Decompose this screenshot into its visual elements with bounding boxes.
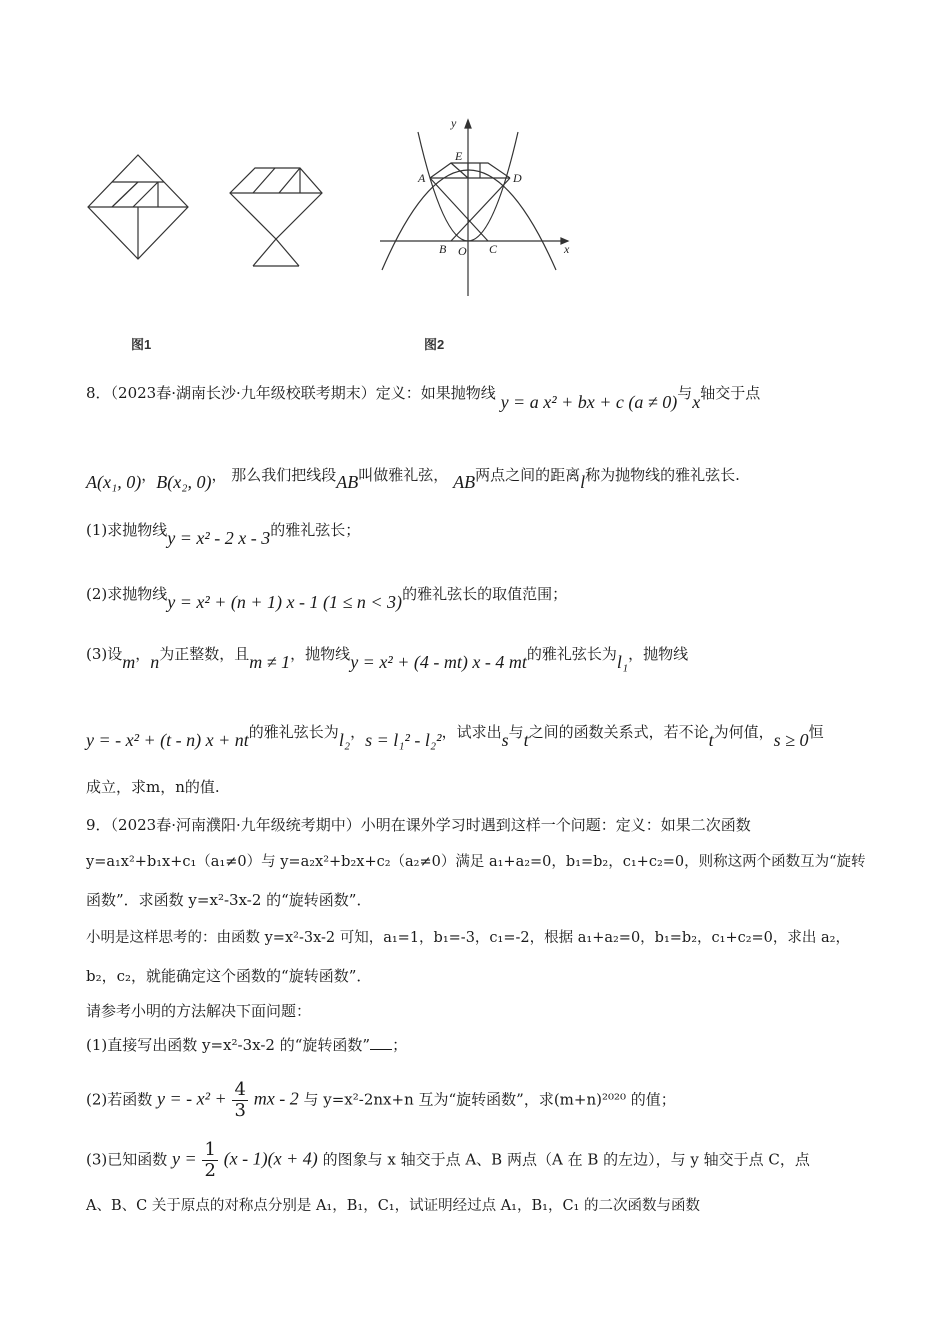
label-y: y <box>451 116 457 130</box>
label-x: x <box>564 242 570 256</box>
label-D: D <box>513 171 522 185</box>
q8-sub1: (1)求抛物线y = x² - 2 x - 3的雅礼弦长； <box>86 521 361 548</box>
q8-sub3-line3: 成立，求m，n的值. <box>86 778 220 796</box>
q9-line1: 9．（2023春·河南濮阳·九年级统考期中）小明在课外学习时遇到这样一个问题：定义：如果二次函数 <box>86 816 751 834</box>
q9-line4: 小明是这样思考的：由函数 y=x²-3x-2 可知，a₁=1，b₁=-3，c₁=-2，根据 a₁+a₂=0，b₁=b₂，c₁+c₂=0，求出 a₂， <box>86 930 850 946</box>
figure-1-vase <box>225 155 330 270</box>
q8-sub3-line2: y = - x² + (t - n) x + nt的雅礼弦长为l₂，s = l₁² - l₂²，试求出s与t之间的函数关系式，若不论t为何值，s ≥ 0恒 <box>86 723 824 750</box>
figure-2-graph <box>375 110 580 300</box>
fig2-caption: 图2 <box>424 337 445 352</box>
q9-line5: b₂，c₂，就能确定这个函数的“旋转函数”． <box>86 967 372 985</box>
q8-sub2: (2)求抛物线y = x² + (n + 1) x - 1 (1 ≤ n < 3)的雅礼弦长的取值范围； <box>86 585 568 612</box>
fraction-1-2: $\frac{1}{2}$ <box>204 1139 216 1181</box>
label-A: A <box>418 171 426 185</box>
q9-line6: 请参考小明的方法解决下面问题： <box>86 1002 312 1020</box>
fraction-4-3: $\frac{4}{3}$ <box>234 1079 246 1121</box>
fig1-caption: 图1 <box>131 337 152 352</box>
q9-sub3: (3)已知函数 y = $\frac{1}{2}$ (x - 1)(x + 4) 的图象与 x 轴交于点 A、B 两点（A 在 B 的左边），与 y 轴交于点 C，点 <box>86 1139 810 1181</box>
label-O: O <box>458 244 467 258</box>
q9-sub3-line2: A、B、C 关于原点的对称点分别是 A₁，B₁，C₁，试证明经过点 A₁，B₁，C₁ 的二次函数与函数 <box>86 1198 700 1214</box>
label-C: C <box>489 242 498 256</box>
q9-sub1: (1)直接写出函数 y=x²-3x-2 的“旋转函数” ； <box>86 1036 408 1054</box>
q8-sub3: (3)设m，n为正整数，且m ≠ 1，抛物线y = x² + (4 - mt) x - 4 mt的雅礼弦长为l₁，抛物线 <box>86 645 689 672</box>
q9-line3: 函数”．求函数 y=x²-3x-2 的“旋转函数”． <box>86 891 372 909</box>
figure-1 <box>80 148 195 273</box>
q9-line2: y=a₁x²+b₁x+c₁（a₁≠0）与 y=a₂x²+b₂x+c₂（a₂≠0）满足 a₁+a₂=0，b₁=b₂，c₁+c₂=0，则称这两个函数互为“旋转 <box>86 854 866 870</box>
answer-blank <box>370 1037 392 1050</box>
q9-sub2: (2)若函数 y = - x² + $\frac{4}{3}$ mx - 2 与 y=x²-2nx+n 互为“旋转函数”，求(m+n)²⁰²⁰ 的值； <box>86 1079 676 1121</box>
q8-line2: A(x₁, 0)，B(x₂, 0)， 那么我们把线段AB叫做雅礼弦， AB两点之间的距离l称为抛物线的雅礼弦长. <box>86 466 740 492</box>
label-B: B <box>439 242 447 256</box>
label-E: E <box>455 149 463 163</box>
q8-line1: 8．（2023春·湖南长沙·九年级校联考期末）定义：如果抛物线 y = a x² + bx + c (a ≠ 0)与x轴交于点 <box>86 384 761 412</box>
